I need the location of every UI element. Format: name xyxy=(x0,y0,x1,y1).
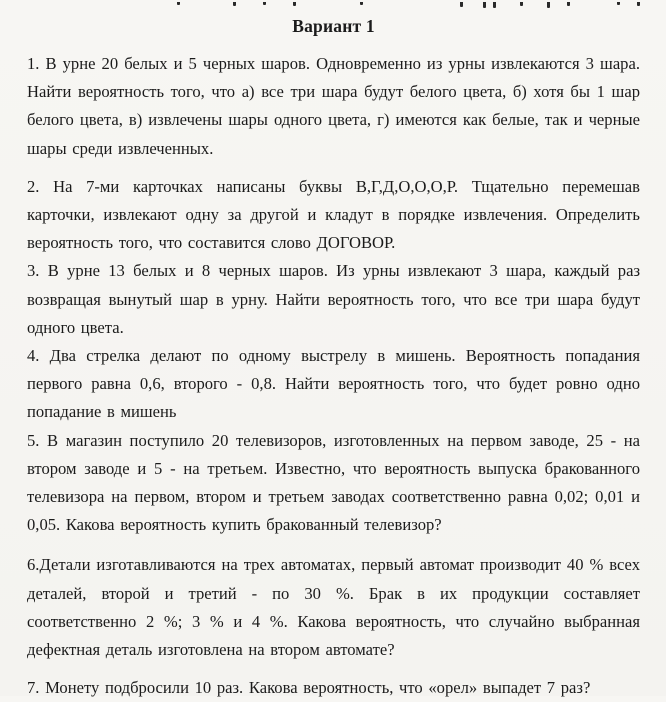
descender-mark xyxy=(360,2,363,5)
descender-mark xyxy=(460,2,463,7)
descender-mark xyxy=(520,2,523,6)
descender-mark xyxy=(483,2,486,8)
descender-mark xyxy=(177,2,180,5)
descender-mark xyxy=(233,2,236,6)
problem-7: 7. Монету подбросили 10 раз. Какова вероятность, что «орел» выпадет 7 раз? xyxy=(27,678,591,698)
variant-title: Вариант 1 xyxy=(292,16,375,36)
problem-3: 3. В урне 13 белых и 8 черных шаров. Из урны извлекают 3 шара, каждый раз возвращая вынутый шар в урну. Найти вероятность того, что все три шара будут одного цвета. xyxy=(27,261,640,337)
problem-1: 1. В урне 20 белых и 5 черных шаров. Одновременно из урны извлекаются 3 шара. Найти вероятность того, что а) все три шара будут белого цвета, б) хотя бы 1 шар белого цвета, в) извлечены шары одного цвета, г) имеются как белые, так и черные шары среди извлеченных. xyxy=(27,54,640,158)
descender-mark xyxy=(293,2,296,6)
problem-2: 2. На 7-ми карточках написаны буквы В,Г,Д,О,О,О,Р. Тщательно перемешав карточки, извлекают одну за другой и кладут в порядке извлечения. Определить вероятность того, что составится слово ДОГОВОР. xyxy=(27,176,640,253)
problem-5: 5. В магазин поступило 20 телевизоров, изготовленных на первом заводе, 25 - на втором заводе и 5 - на третьем. Известно, что вероятность выпуска бракованного телевизора на первом, втором и третьем заводах соответственно равна 0,02; 0,01 и 0,05. Какова вероятность купить бракованный телевизор? xyxy=(27,430,640,535)
descender-mark xyxy=(637,2,640,6)
descender-mark xyxy=(493,2,496,8)
descender-mark xyxy=(263,2,266,5)
problem-4: 4. Два стрелка делают по одному выстрелу в мишень. Вероятность попадания первого равна 0,6, второго - 0,8. Найти вероятность того, что будет ровно одно попадание в мишень xyxy=(27,346,640,422)
descender-mark xyxy=(617,2,620,5)
descender-mark xyxy=(547,2,550,8)
problem-6: 6.Детали изготавливаются на трех автоматах, первый автомат производит 40 % всех деталей, второй и третий - по 30 %. Брак в их продукции составляет соответственно 2 %; 3 % и 4 %. Какова вероятность, что случайно выбранная дефектная деталь изготовлена на втором автомате? xyxy=(27,555,640,660)
descender-mark xyxy=(567,2,570,6)
clipped-text-line xyxy=(27,0,640,9)
